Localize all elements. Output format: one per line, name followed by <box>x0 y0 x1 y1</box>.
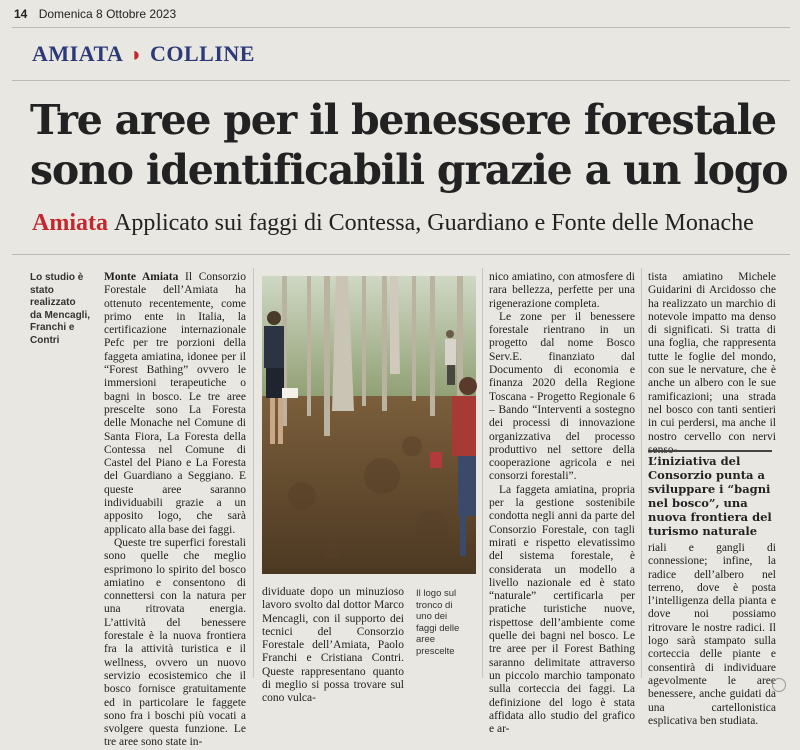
column-1-text-1: Il Consorzio Forestale dell’Amiata ha ottenuto recentemente, come primo ente in Italia, la certificazione internazionale Pefc per tre porzioni della faggeta amiatina, idonee per il “Forest Bathing” ovvero le immersioni terapeutiche o bagni in bosco. Le tre aree prescelte sono La Foresta delle Monache nel Comune di Santa Fiora, La Foresta della Contessa nel Comune di Castel del Piano e La Foresta del Guardiano a Seggiano. E queste aree saranno individuabili grazie a un apposito logo, che sarà applicato alla base dei faggi. <box>104 271 246 536</box>
forest-photo <box>262 276 476 574</box>
print-registration-icon <box>772 678 786 692</box>
section-left: AMIATA <box>32 41 124 66</box>
page-folio <box>14 7 176 21</box>
article-column-4-top <box>648 271 776 456</box>
section-right: COLLINE <box>150 41 255 66</box>
column-4-text-bottom: riali e gangli di connessione; infine, la radice dell’albero nel terreno, dove è posta l’intelligenza della pianta e dove noi possiamo ritrovare le nostre radici. Il logo sarà stampato sulla corteccia delle piante e consentirà di individuare agevolmente le aree benessere, anche guidati da una cartellonistica esplicativa ben studiata. <box>648 542 776 727</box>
photo-caption: Il logo sul tronco di uno dei faggi delle aree prescelte <box>416 588 460 657</box>
headline: Tre aree per il benessere forestale sono identificabili grazie a un logo <box>30 96 788 194</box>
side-note: Lo studio è stato realizzato da Mencagli, Franchi e Contri <box>30 272 91 346</box>
column-3-paragraph-2: Le zone per il benessere forestale rientrano in un progetto dal nome Bosco Serv.E. finanziato dal Documento di economia e finanza 2020 della Regione Toscana - Progetto Regionale 6 – Bando “Interventi a sostegno dei processi di innovazione organizzativa del processo produttivo nel settore della cooperazione agricola e nei consorzi forestali”. <box>489 310 635 483</box>
article-column-1 <box>104 271 246 749</box>
column-divider <box>253 268 254 678</box>
page-number: 14 <box>14 7 28 21</box>
article-column-4-bottom <box>648 542 776 727</box>
pull-quote: L’iniziativa del Consorzio punta a sviluppare i “bagni nel bosco”, una nuova frontiera del turismo naturale <box>648 450 772 538</box>
column-divider <box>641 268 642 678</box>
subhead-kicker: Amiata <box>32 210 108 236</box>
column-3-paragraph-1: nico amiatino, con atmosfere di rara bellezza, perfette per una rigenerazione completa. <box>489 271 635 310</box>
forest-photo-image <box>262 276 476 574</box>
section-rule <box>12 80 790 81</box>
section-banner <box>32 41 255 67</box>
subhead-rule <box>12 254 790 255</box>
publication-date: Domenica 8 Ottobre 2023 <box>38 7 177 21</box>
subheadline <box>32 210 754 237</box>
dateline-place: Monte Amiata <box>104 271 179 283</box>
top-rule <box>12 27 790 28</box>
column-1-paragraph-2: Queste tre superfici forestali sono quelle che meglio esprimono lo spirito del bosco amiatino e consentono di connettersi con la natura per una ritrovata energia. L’attività del benessere forestale è la nuova frontiera fra la attività turistica e il wellness, ovvero un nuovo servizio ecosistemico che il bosco fornisce gratuitamente ed in particolare le faggete sono fra i boschi più vocati a svolgere questa funzione. Le tre aree sono state in- <box>104 536 246 749</box>
column-3-paragraph-3: La faggeta amiatina, propria per la gestione sostenibile condotta negli anni da parte del Consorzio Forestale, con tagli mirati e rispetto elevatissimo del sistema forestale, è considerata un modello a livello nazionale ed è stato “naturale” certificarla per pratiche turistiche nuove, rispettose dell’ambiente come quelle dei bagni nel bosco. Le tre aree per il Forest Bathing saranno delimitate attraverso un piccolo marchio tamponato sulla corteccia dei faggi. La definizione del logo è stata affidata allo studio del grafico e ar- <box>489 483 635 736</box>
article-column-3 <box>489 271 635 736</box>
column-4-text-top: tista amiatino Michele Guidarini di Arcidosso che ha realizzato un marchio di notevole impatto ma denso di significati. Si tratta di una foglia, che rappresenta tutte le foglie del mondo, con sue le nervature, che è anche un albero con le sue ramificazioni; una strada nel bosco con tanti sentieri in cui perdersi, ma anche il nostro cervello con nervi senso- <box>648 271 776 456</box>
subhead-text: Applicato sui faggi di Contessa, Guardiano e Fonte delle Monache <box>113 210 754 236</box>
section-divider-icon: ◗ <box>130 44 143 66</box>
article-column-2 <box>262 586 404 705</box>
column-2-text: dividuate dopo un minuzioso lavoro svolto dal dottor Marco Mencagli, con il supporto dei tecnici del Consorzio Forestale dell’Amiata, Paolo Franchi e Cristiana Contri. Queste rappresentano quanto di meglio si possa trovare sul cono vulca- <box>262 586 404 705</box>
column-divider <box>482 268 483 678</box>
column-1-paragraph-1 <box>104 271 246 537</box>
